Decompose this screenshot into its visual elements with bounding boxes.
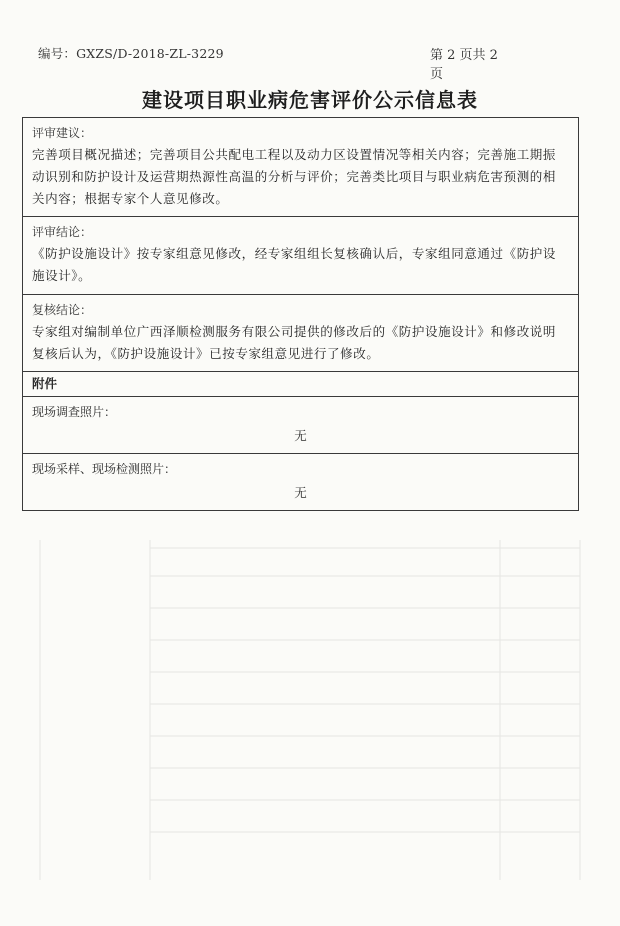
document-title: 建设项目职业病危害评价公示信息表 [142,88,478,112]
review-suggestions-row [23,118,579,217]
site-survey-photos-row [23,397,579,454]
review-conclusion-cell [23,217,579,295]
sampling-photos-row [23,454,579,511]
recheck-conclusion-row [23,295,579,372]
page-number: 第 2 页共 2 页 [430,48,498,82]
site-survey-photos-value: 无 [294,428,307,443]
sampling-photos-cell [23,454,579,511]
info-table [22,117,579,511]
review-conclusion-text: 《防护设施设计》按专家组意见修改，经专家组组长复核确认后，专家组同意通过《防护设施设计》。 [32,246,557,283]
sampling-photos-value: 无 [294,485,307,500]
recheck-conclusion-text: 专家组对编制单位广西泽顺检测服务有限公司提供的修改后的《防护设施设计》和修改说明复核后认为，《防护设施设计》已按专家组意见进行了修改。 [32,324,557,361]
review-conclusion-row [23,217,579,295]
document-number: 编号：GXZS/D-2018-ZL-3229 [38,46,224,61]
review-suggestions-label: 评审建议： [32,126,93,140]
site-survey-photos-label: 现场调查照片： [32,405,117,419]
review-suggestions-text: 完善项目概况描述；完善项目公共配电工程以及动力区设置情况等相关内容；完善施工期振动识别和防护设计及运营期热源性高温的分析与评价；完善类比项目与职业病危害预测的相关内容；根据专家个人意见修改。 [32,147,557,206]
recheck-conclusion-label: 复核结论： [32,303,93,317]
recheck-conclusion-cell [23,295,579,372]
site-survey-photos-cell [23,397,579,454]
attachments-row [23,372,579,397]
review-suggestions-cell [23,118,579,217]
review-conclusion-label: 评审结论： [32,225,93,239]
attachments-cell [23,372,579,397]
sampling-photos-label: 现场采样、现场检测照片： [32,462,177,476]
attachments-label: 附件 [32,376,58,391]
